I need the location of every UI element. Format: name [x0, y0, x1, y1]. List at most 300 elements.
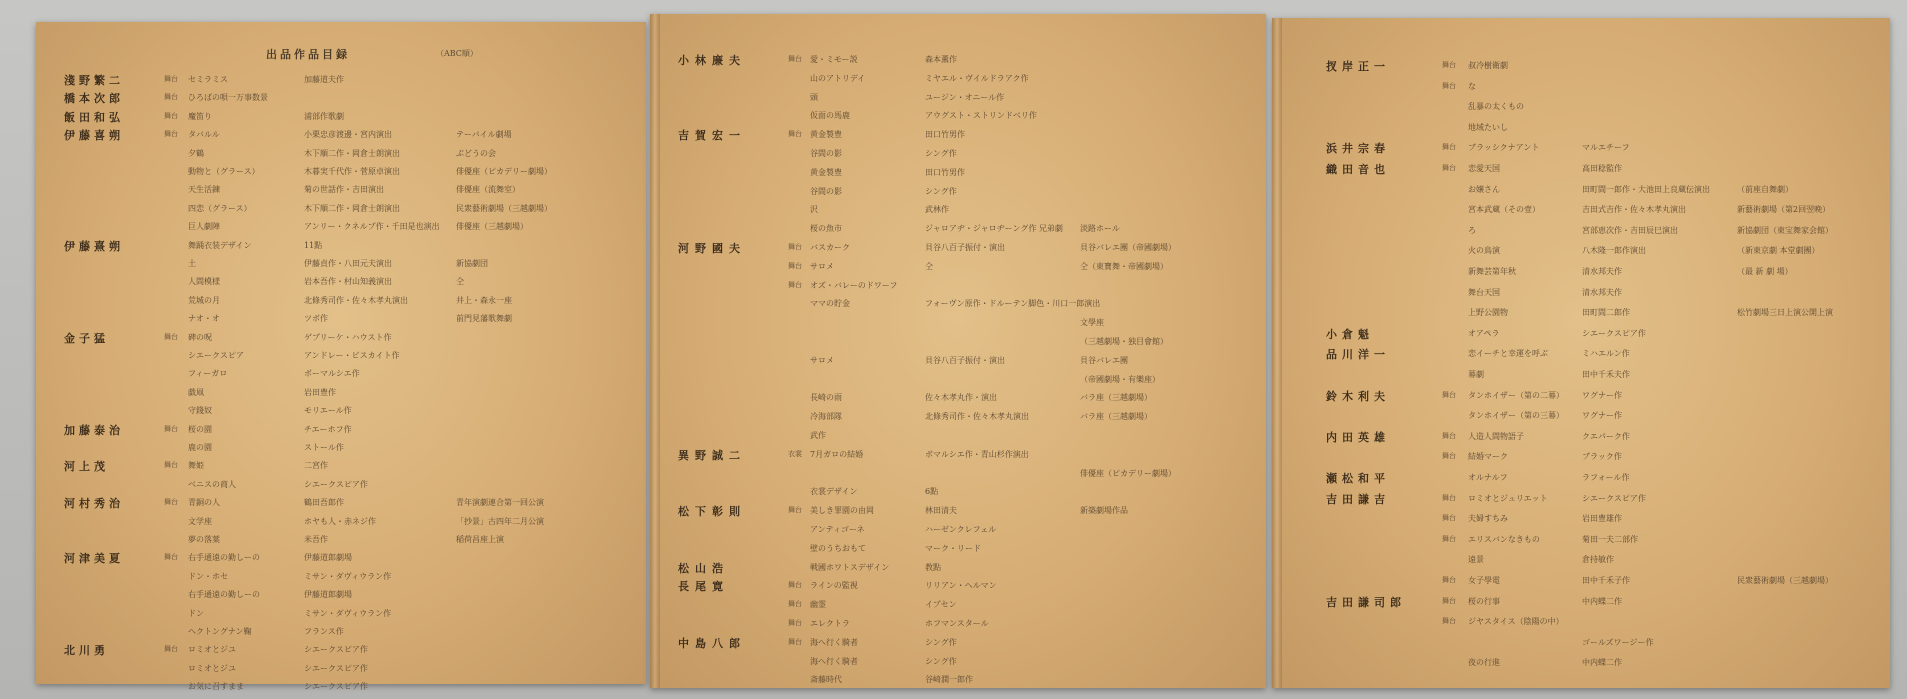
- entry-work: エレクトラ: [810, 619, 850, 628]
- entry-category: 舞台: [788, 637, 802, 646]
- entry-work: ベニスの商人: [188, 479, 236, 489]
- entry-row: [1272, 163, 1890, 176]
- entry-category: 舞台: [788, 280, 802, 289]
- entry-name: 松山浩: [678, 561, 729, 575]
- entry-row: [650, 110, 1266, 123]
- entry-work: 遠景: [1468, 555, 1484, 565]
- entry-row: [36, 295, 646, 308]
- entry-work: 巨人劇陣: [188, 222, 220, 232]
- entry-work: サロメ: [810, 355, 834, 365]
- entry-work: 文学座: [188, 516, 212, 526]
- entry-venue: 新協劇団（東宝舞家会館）: [1737, 225, 1833, 235]
- entry-credit: 田中千禾夫作: [1582, 370, 1630, 379]
- entry-name: 異野誠二: [678, 448, 746, 462]
- catalog-title: 出品作品目録: [266, 48, 350, 61]
- entry-credit: アンドレー・ビスカイト作: [304, 351, 400, 360]
- entry-credit: 佐々木孝丸作・演出: [925, 393, 997, 403]
- entry-work: 冷海部隊: [810, 412, 842, 422]
- entry-category: 衣裳: [788, 449, 802, 458]
- entry-row: [650, 298, 1266, 311]
- entry-venue: 新協劇団: [456, 259, 488, 268]
- entry-category: 舞台: [788, 130, 802, 139]
- entry-credit: 北條秀司作・佐々木孝丸演出: [304, 295, 408, 305]
- entry-credit: 6點: [925, 487, 939, 497]
- entry-row: [650, 505, 1266, 518]
- entry-credit: ミサン・ダヴィウラン作: [304, 571, 392, 581]
- entry-work: 戯凧: [188, 387, 204, 397]
- entry-row: [650, 430, 1266, 443]
- entry-name: 河上茂: [64, 460, 109, 474]
- entry-row: [36, 497, 646, 510]
- entry-credit: ボマルシエ作・青山杉作演出: [925, 449, 1029, 459]
- entry-row: [650, 618, 1266, 631]
- entry-row: [650, 411, 1266, 424]
- entry-work: シエークスピア: [188, 351, 244, 360]
- entry-category: 舞台: [164, 332, 178, 341]
- entry-work: 沢: [810, 205, 818, 215]
- entry-name: 河津美夏: [64, 552, 124, 566]
- entry-work: 海へ行く騎者: [810, 656, 858, 666]
- entry-venue: 前門見藩歌舞劇: [456, 314, 512, 324]
- entry-category: 舞台: [164, 75, 178, 83]
- entry-work: ロミオとジユ: [188, 663, 236, 673]
- entry-work: 桜の行事: [1468, 596, 1500, 606]
- entry-category: 舞台: [788, 506, 802, 515]
- entry-row: [1272, 184, 1890, 197]
- entry-name: 吉賀宏一: [678, 129, 746, 143]
- entry-row: [36, 663, 646, 676]
- entry-venue: ぶどうの会: [456, 148, 496, 158]
- entry-work: オアペラ: [1468, 328, 1500, 338]
- entry-row: [650, 167, 1266, 180]
- entry-category: 舞台: [1442, 390, 1456, 399]
- entry-row: [650, 261, 1266, 274]
- entry-credit: シエークスピア作: [304, 479, 368, 489]
- entry-work: 乱暴の太くもの: [1468, 102, 1524, 112]
- entry-credit: 田中千禾子作: [1582, 576, 1630, 585]
- entry-credit: 仝: [925, 261, 933, 271]
- entry-work: 火の鳥演: [1468, 246, 1500, 256]
- entry-row: [1272, 534, 1890, 547]
- entry-credit: シング作: [925, 656, 957, 666]
- entry-category: 舞台: [788, 243, 802, 251]
- entry-work: 右手通遠の勤しーの: [188, 590, 260, 600]
- entry-credit: シエークスピア作: [304, 663, 368, 673]
- entry-credit: シング作: [925, 149, 957, 158]
- entry-venue: 俳優座（流舞室）: [456, 185, 520, 195]
- entry-work: 夢の落葉: [188, 535, 220, 544]
- entry-name: 鈴木利夫: [1326, 389, 1390, 403]
- catalog-page-right: [1272, 18, 1890, 688]
- entry-row: [650, 524, 1266, 537]
- entry-name: 河野國夫: [678, 242, 746, 255]
- entry-credit: 清水邦夫作: [1582, 267, 1622, 276]
- entry-work: 山のアトリデイ: [810, 73, 866, 83]
- entry-row: [36, 516, 646, 529]
- entry-venue: 民衆藝術劇場（三越劇場）: [1737, 576, 1833, 585]
- entry-credit: シング作: [925, 186, 957, 196]
- entry-row: [1272, 266, 1890, 279]
- entry-credit: ゴールズワージー作: [1582, 637, 1654, 647]
- entry-row: [650, 204, 1266, 217]
- entry-row: [650, 355, 1266, 368]
- entry-venue: 青年演劇連合第一回公演: [456, 498, 544, 508]
- entry-category: 舞台: [164, 553, 178, 562]
- entry-credit: 木下順二作・岡倉士朗演出: [304, 203, 400, 213]
- entry-venue: （三越劇場・独目會館）: [1080, 337, 1168, 346]
- entry-category: 舞台: [1442, 576, 1456, 584]
- entry-work: タンホイザー（第の三幕）: [1468, 411, 1564, 421]
- entry-category: 舞台: [788, 619, 802, 627]
- entry-venue: テーバイル劇場: [456, 130, 512, 140]
- entry-work: ラインの監視: [810, 581, 858, 591]
- entry-work: 新舞芸第年秋: [1468, 267, 1516, 276]
- entry-category: 舞台: [164, 424, 178, 433]
- entry-row: [1272, 81, 1890, 94]
- entry-work: 黄金製豊: [810, 167, 842, 177]
- entry-credit: 中内蝶二作: [1582, 596, 1622, 606]
- entry-row: [650, 242, 1266, 255]
- entry-work: ナオ・オ: [188, 314, 220, 324]
- entry-row: [650, 599, 1266, 612]
- entry-credit: 岩田豊雄作: [1582, 514, 1622, 524]
- entry-category: 舞台: [164, 498, 178, 507]
- entry-credit: ワグナー作: [1582, 390, 1622, 400]
- entry-row: [36, 387, 646, 400]
- entry-row: [650, 186, 1266, 199]
- catalog-subtitle: （ABC順）: [436, 49, 478, 58]
- entry-row: [1272, 637, 1890, 650]
- entry-row: [36, 111, 646, 124]
- entry-work: 土: [188, 259, 196, 268]
- entry-venue: 新築劇場作品: [1080, 506, 1128, 516]
- entry-venue: （帝國劇場・有樂座）: [1080, 374, 1160, 384]
- entry-venue: 俳優座（ピカデリー劇場）: [456, 167, 552, 176]
- entry-credit: フォーヴン原作・ドルーテン脚色・川口一郎演出: [925, 299, 1101, 309]
- entry-credit: ワグナー作: [1582, 411, 1622, 421]
- entry-credit: ボーマルシエ作: [304, 369, 360, 379]
- entry-row: [36, 184, 646, 197]
- entry-venue: 「抄景」古四年二月公演: [456, 516, 544, 526]
- entry-row: [1272, 204, 1890, 217]
- entry-work: 宮本武蔵（その壹）: [1468, 205, 1540, 215]
- entry-name: 河村秀治: [64, 497, 124, 511]
- entry-category: 舞台: [788, 600, 802, 609]
- entry-venue: 仝: [456, 277, 464, 287]
- entry-work: 女子學電: [1468, 576, 1500, 585]
- entry-category: 舞台: [1442, 61, 1456, 69]
- entry-work: 鹿の園: [188, 443, 212, 452]
- entry-credit: 米吾作: [304, 535, 328, 544]
- entry-work: 動物と（グラース）: [188, 167, 260, 176]
- entry-work: な: [1468, 81, 1476, 91]
- entry-row: [650, 336, 1266, 349]
- entry-work: 舞台天国: [1468, 287, 1500, 297]
- entry-work: ブラッシクナアント: [1468, 143, 1540, 153]
- entry-work: 恋愛天国: [1468, 164, 1500, 173]
- entry-credit: フランス作: [304, 627, 344, 636]
- entry-row: [1272, 431, 1890, 444]
- entry-work: 海へ行く騎者: [810, 637, 858, 647]
- entry-category: 舞台: [1442, 534, 1456, 543]
- entry-credit: 清水邦夫作: [1582, 287, 1622, 297]
- entry-name: 淺野繁二: [64, 74, 124, 87]
- entry-credit: 小栗忠彦渡邊・宮内演出: [304, 130, 392, 140]
- entry-name: 品川洋一: [1326, 348, 1390, 362]
- entry-row: [36, 166, 646, 179]
- entry-work: 夫婦すちみ: [1468, 514, 1508, 524]
- entry-name: 橋本次郎: [64, 92, 124, 106]
- entry-credit: ブラック作: [1582, 452, 1622, 462]
- entry-work: 叔冷樹衛劇: [1468, 61, 1508, 70]
- entry-name: 小林廉夫: [678, 54, 746, 67]
- entry-category: 舞台: [1442, 81, 1456, 90]
- entry-credit: シエークスピア作: [304, 682, 368, 692]
- entry-row: [1272, 596, 1890, 609]
- entry-work: 谷間の影: [810, 186, 842, 196]
- entry-category: 舞台: [1442, 596, 1456, 605]
- entry-category: 舞台: [164, 130, 178, 139]
- entry-credit: 伊藤道郎劇場: [304, 553, 352, 563]
- entry-credit: 北條秀司作・佐々木孝丸演出: [925, 412, 1029, 422]
- entry-row: [36, 626, 646, 639]
- entry-work: 頭: [810, 92, 818, 102]
- entry-row: [36, 442, 646, 455]
- entry-work: 斎藤時代: [810, 675, 842, 685]
- entry-work: タンホイザー（第の二幕）: [1468, 390, 1564, 400]
- entry-credit: 木暮実千代作・菅原卓演出: [304, 167, 400, 176]
- entry-category: 舞台: [1442, 143, 1456, 152]
- entry-credit: 木下順二作・岡倉士朗演出: [304, 148, 400, 158]
- entry-work: ジヤスタイス（陰陽の中）: [1468, 617, 1564, 627]
- entry-row: [650, 543, 1266, 556]
- entry-work: 天生活錬: [188, 185, 220, 195]
- entry-credit: ゲプリーケ・ハウスト作: [304, 332, 392, 342]
- entry-row: [36, 644, 646, 657]
- entry-row: [650, 392, 1266, 405]
- entry-row: [650, 468, 1266, 481]
- entry-name: 浜井宗春: [1326, 142, 1390, 156]
- entry-category: 舞台: [1442, 452, 1456, 461]
- entry-credit: 田町間一郎作・大池田上良蔵伝演出: [1582, 184, 1710, 194]
- entry-row: [36, 534, 646, 547]
- entry-category: 舞台: [164, 461, 178, 470]
- entry-row: [650, 317, 1266, 330]
- entry-name: 金子猛: [64, 331, 109, 345]
- entry-credit: 二宮作: [304, 461, 328, 471]
- entry-venue: （新東京劇 本堂劇團）: [1737, 246, 1820, 256]
- entry-work: 7月ガロの結婚: [810, 449, 864, 459]
- entry-category: 舞台: [788, 55, 802, 63]
- entry-venue: 稲荷昌座上演: [456, 535, 504, 544]
- entry-row: [1272, 410, 1890, 423]
- entry-row: [650, 54, 1266, 67]
- entry-credit: 岩本吾作・村山知義演出: [304, 277, 392, 287]
- entry-row: [36, 460, 646, 473]
- entry-venue: （最 新 劇 場）: [1737, 267, 1793, 276]
- entry-credit: 吉田式吉作・佐々木孝丸演出: [1582, 205, 1686, 215]
- entry-name: 織田音也: [1326, 163, 1390, 176]
- entry-work: ロミオとジュリエット: [1468, 493, 1548, 503]
- entry-row: [36, 368, 646, 381]
- entry-credit: アンリー・クネルプ作・千田是也演出: [304, 222, 440, 232]
- entry-name: 吉田謙司郎: [1326, 595, 1406, 609]
- entry-credit: 谷崎潤一郎作: [925, 675, 973, 685]
- entry-work: 夕鶴: [188, 148, 204, 158]
- entry-credit: アウグスト・ストリンドベリ作: [925, 111, 1037, 121]
- entry-work: バスカーク: [810, 243, 850, 252]
- entry-work: 黄金製豊: [810, 130, 842, 140]
- entry-row: [36, 571, 646, 584]
- entry-row: [650, 486, 1266, 499]
- entry-row: [650, 280, 1266, 293]
- entry-credit: モリエール作: [304, 406, 352, 416]
- entry-row: [650, 656, 1266, 669]
- entry-work: 上野公園物: [1468, 308, 1508, 318]
- entry-row: [1272, 390, 1890, 403]
- entry-work: 結婚マーク: [1468, 452, 1508, 462]
- entry-work: 愛・ミモー説: [810, 55, 858, 64]
- entry-credit: 田口竹男作: [925, 167, 965, 177]
- entry-credit: ホヤも人・赤ネジ作: [304, 516, 376, 526]
- entry-venue: （前座自舞劇）: [1737, 184, 1793, 194]
- entry-credit: シエークスピア作: [1582, 328, 1646, 338]
- entry-venue: 文學座: [1080, 318, 1104, 328]
- entry-credit: ハーゼンクレフェル: [925, 525, 997, 534]
- entry-work: 碑の呪: [188, 332, 212, 342]
- entry-work: オズ・バレーのドワーフ: [810, 280, 898, 290]
- entry-work: 桜の園: [188, 424, 212, 434]
- entry-work: 四恋（グラース）: [188, 203, 252, 213]
- entry-work: アンティゴーネ: [810, 525, 865, 534]
- entry-work: タバルル: [188, 130, 220, 140]
- entry-row: [650, 223, 1266, 236]
- entry-row: [36, 479, 646, 492]
- entry-name: 伊藤熹朔: [64, 239, 124, 253]
- entry-row: [650, 580, 1266, 593]
- entry-credit: 田口竹男作: [925, 130, 965, 140]
- entry-row: [36, 350, 646, 363]
- entry-credit: 林田清夫: [925, 506, 957, 516]
- entry-row: [36, 240, 646, 253]
- entry-row: [1272, 60, 1890, 73]
- entry-row: [650, 674, 1266, 687]
- entry-category: 舞台: [788, 261, 802, 270]
- entry-credit: シエークスピア作: [304, 645, 368, 655]
- entry-work: お気に召すまま: [188, 682, 244, 692]
- entry-work: オルナルフ: [1468, 473, 1508, 482]
- entry-row: [1272, 122, 1890, 135]
- entry-credit: イプセン: [925, 600, 957, 610]
- entry-work: 長崎の雨: [810, 393, 842, 403]
- entry-row: [650, 73, 1266, 86]
- entry-credit: 加藤道夫作: [304, 75, 344, 84]
- catalog-page-left: [36, 22, 646, 692]
- entry-work: 舞踊衣装デザイン: [188, 240, 252, 250]
- entry-row: [36, 203, 646, 216]
- entry-name: 加藤泰治: [64, 423, 124, 437]
- entry-credit: ホフマンスタール: [925, 619, 989, 628]
- entry-row: [36, 313, 646, 326]
- entry-work: 人造人間物語子: [1468, 431, 1524, 441]
- entry-credit: ツボ作: [304, 314, 328, 324]
- entry-credit: 浦部作歌劇: [304, 111, 344, 121]
- entry-row: [36, 405, 646, 418]
- entry-work: 幕劇: [1468, 370, 1484, 379]
- entry-name: 扠岸正一: [1326, 60, 1390, 73]
- entry-work: ママの貯金: [810, 299, 850, 309]
- entry-venue: 民衆藝術劇場（三越劇場）: [456, 203, 552, 213]
- entry-credit: ミヤエル・ヴイルドラアク作: [925, 73, 1029, 83]
- entry-credit: 中内蝶二作: [1582, 658, 1622, 668]
- entry-work: 仮面の馬鹿: [810, 111, 850, 121]
- entry-row: [36, 74, 646, 87]
- entry-work: 壁のうちおもて: [810, 543, 866, 553]
- entry-category: 舞台: [1442, 164, 1456, 172]
- entry-credit: 11點: [304, 240, 323, 250]
- entry-credit: 伊藤道郎劇場: [304, 590, 352, 600]
- entry-work: 荒城の月: [188, 295, 220, 305]
- entry-credit: 森本薫作: [925, 55, 957, 64]
- entry-credit: シエークスピア作: [1582, 493, 1646, 503]
- entry-row: [1272, 472, 1890, 485]
- entry-venue: 淡路ホール: [1080, 224, 1120, 234]
- entry-venue: 新藝術劇場（第2回翌晩）: [1737, 205, 1831, 215]
- entry-credit: 貝谷八百子振付・演出: [925, 355, 1005, 365]
- entry-credit: ミサン・ダヴィウラン作: [304, 608, 392, 618]
- entry-credit: 八木隆一郎作演出: [1582, 246, 1646, 256]
- entry-work: 夜の行進: [1468, 658, 1500, 668]
- entry-row: [1272, 513, 1890, 526]
- entry-name: 中島八郎: [678, 636, 746, 650]
- entry-work: 武作: [810, 431, 826, 440]
- entry-work: 美しき罪園の由岡: [810, 506, 874, 516]
- entry-credit: シング作: [925, 637, 957, 647]
- entry-name: 北川勇: [64, 644, 109, 658]
- entry-category: 舞台: [1442, 431, 1456, 440]
- entry-name: 内田英雄: [1326, 430, 1390, 444]
- entry-credit: 岩田豊作: [304, 387, 336, 397]
- entry-row: [1272, 451, 1890, 464]
- entry-category: 舞台: [164, 111, 178, 120]
- entry-row: [36, 92, 646, 105]
- entry-name: 瀬松和平: [1326, 472, 1390, 485]
- entry-row: [650, 92, 1266, 105]
- entry-venue: バラ座（三越劇場）: [1080, 393, 1152, 403]
- entry-work: ドン・ホセ: [188, 571, 228, 581]
- entry-work: ドン: [188, 608, 204, 618]
- entry-row: [36, 129, 646, 142]
- entry-venue: 俳優座（三越劇場）: [456, 222, 528, 232]
- entry-work: ろ: [1468, 225, 1476, 235]
- entry-row: [36, 424, 646, 437]
- entry-row: [650, 562, 1266, 575]
- entry-credit: クエパーク作: [1582, 431, 1630, 441]
- entry-work: 青銅の人: [188, 498, 220, 508]
- entry-row: [36, 148, 646, 161]
- entry-row: [36, 589, 646, 602]
- entry-row: [36, 552, 646, 565]
- entry-row: [650, 374, 1266, 387]
- entry-venue: バラ座（三越劇場）: [1080, 412, 1152, 422]
- entry-row: [36, 681, 646, 694]
- entry-row: [36, 276, 646, 289]
- entry-credit: 高田稔監作: [1582, 164, 1622, 173]
- entry-category: 舞台: [1442, 493, 1456, 502]
- entry-row: [1272, 657, 1890, 670]
- entry-row: [1272, 369, 1890, 382]
- entry-category: 舞台: [788, 581, 802, 590]
